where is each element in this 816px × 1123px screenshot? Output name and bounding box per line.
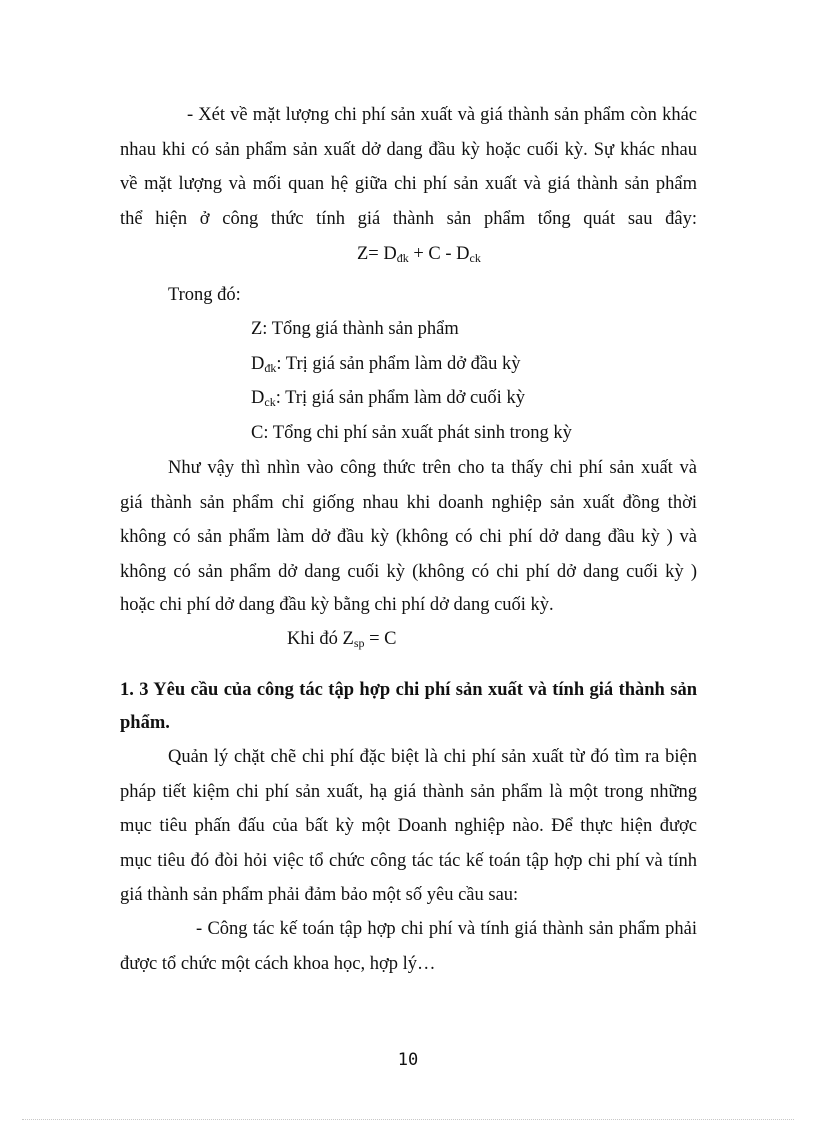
formula-zsp-sub: sp: [353, 636, 365, 650]
definition-d-ck-text: : Trị giá sản phẩm làm dở cuối kỳ: [275, 388, 525, 408]
formula-z: [357, 243, 481, 265]
para1-line4: thể hiện ở công thức tính giá thành sản phẩm tổng quát sau đây:: [120, 209, 697, 229]
page-bottom-divider: [22, 1119, 794, 1120]
definition-d-dk-sub: đk: [264, 361, 277, 375]
para2-line5: hoặc chi phí dở dang đầu kỳ bằng chi phí dở dang cuối kỳ.: [120, 595, 554, 615]
para2-line4: không có sản phẩm dở dang cuối kỳ (không có chi phí dở dang cuối kỳ ): [120, 562, 697, 582]
definition-d-dk: [251, 353, 520, 375]
definition-z: Z: Tổng giá thành sản phẩm: [251, 319, 459, 339]
para3-line5: giá thành sản phẩm phải đảm bảo một số yêu cầu sau:: [120, 885, 519, 905]
para4-line2: được tổ chức một cách khoa học, hợp lý…: [120, 954, 436, 974]
definition-d-ck-sub: ck: [264, 395, 276, 409]
para1-line3: về mặt lượng và mối quan hệ giữa chi phí sản xuất và giá thành sản phẩm: [120, 174, 697, 194]
para2-line3: không có sản phẩm làm dở đầu kỳ (không có chi phí dở dang đầu kỳ ) và: [120, 527, 697, 547]
para2-line1: Như vậy thì nhìn vào công thức trên cho ta thấy chi phí sản xuất và: [168, 458, 697, 478]
definition-c: C: Tổng chi phí sản xuất phát sinh trong kỳ: [251, 423, 572, 443]
formula-sub-dk: đk: [396, 251, 409, 265]
para2-line2: giá thành sản phẩm chỉ giống nhau khi doanh nghiệp sản xuất đồng thời: [120, 493, 697, 513]
formula-middle: + C - D: [408, 244, 470, 264]
para3-line1: Quản lý chặt chẽ chi phí đặc biệt là chi phí sản xuất từ đó tìm ra biện: [168, 747, 697, 767]
section-heading-line1: 1. 3 Yêu cầu của công tác tập hợp chi phí sản xuất và tính giá thành sản: [120, 680, 697, 700]
where-label: Trong đó:: [168, 285, 241, 305]
formula-sub-ck: ck: [469, 251, 481, 265]
formula-zsp-prefix: Khi đó Z: [287, 629, 354, 649]
section-heading-line2: phẩm.: [120, 713, 170, 733]
para4-line1: - Công tác kế toán tập hợp chi phí và tính giá thành sản phẩm phải: [196, 919, 697, 939]
formula-zsp: [287, 628, 397, 650]
page-number: 10: [397, 1050, 419, 1070]
formula-zsp-suffix: = C: [364, 629, 397, 649]
para1-line2: nhau khi có sản phẩm sản xuất dở dang đầu kỳ hoặc cuối kỳ. Sự khác nhau: [120, 140, 697, 160]
definition-d-ck-letter: D: [251, 388, 265, 408]
definition-d-dk-letter: D: [251, 354, 265, 374]
definition-d-dk-text: : Trị giá sản phẩm làm dở đầu kỳ: [276, 354, 521, 374]
para1-line1: - Xét về mặt lượng chi phí sản xuất và giá thành sản phẩm còn khác: [187, 105, 697, 125]
formula-z-prefix: Z= D: [357, 244, 397, 264]
para3-line4: mục tiêu đó đòi hỏi việc tổ chức công tác tác kế toán tập hợp chi phí và tính: [120, 851, 697, 871]
definition-d-ck: [251, 387, 525, 409]
para3-line2: pháp tiết kiệm chi phí sản xuất, hạ giá thành sản phẩm là một trong những: [120, 782, 697, 802]
para3-line3: mục tiêu phấn đấu của bất kỳ một Doanh nghiệp nào. Để thực hiện được: [120, 816, 697, 836]
